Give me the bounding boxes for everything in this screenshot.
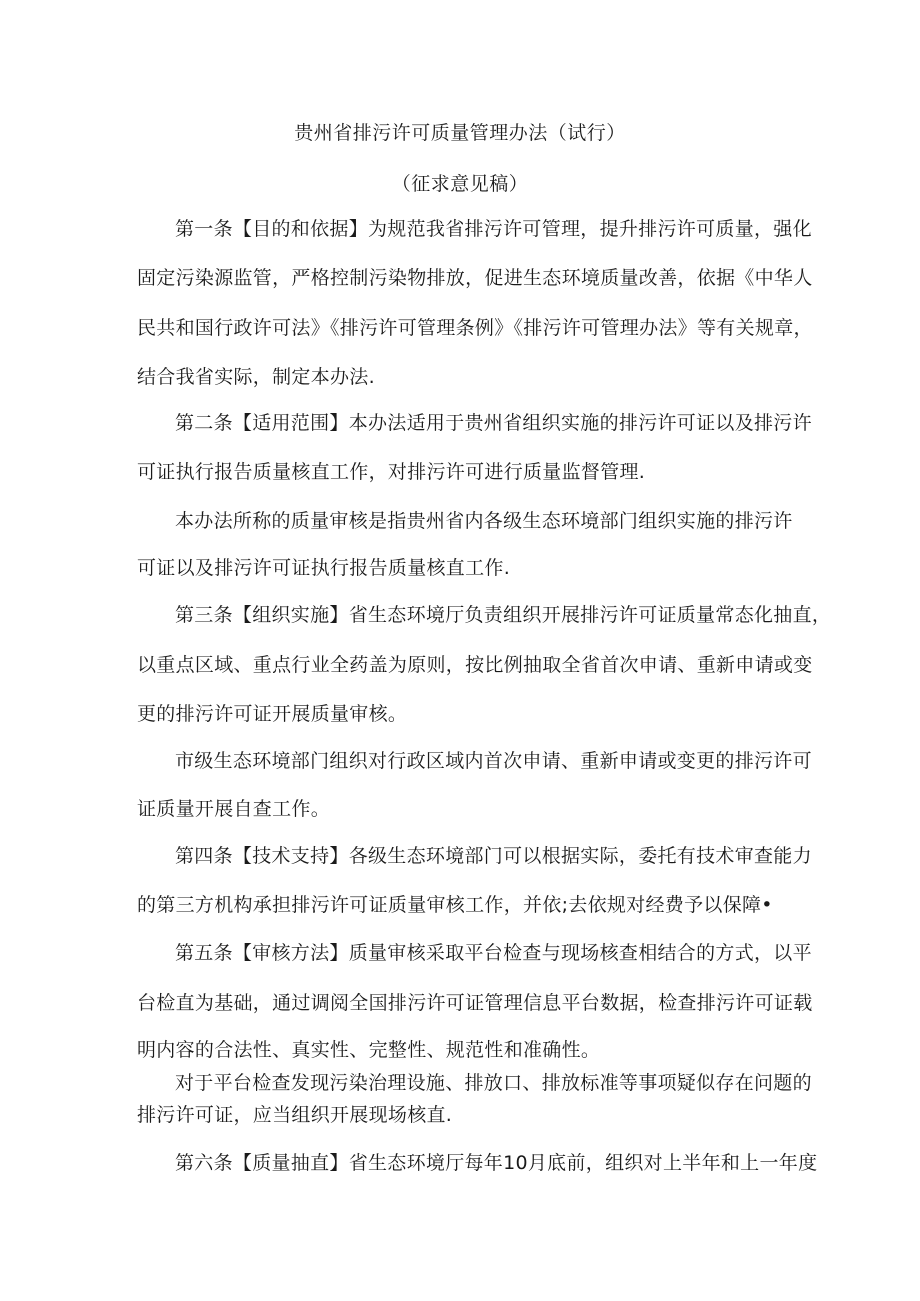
text-line: 第五条【审核方法】质量审核采取平台检查与现场核查相结合的方式，以平 xyxy=(175,942,812,964)
document-title: 贵州省排污许可质量管理办法（试行） xyxy=(294,122,626,144)
text-line: 排污许可证，应当组织开展现场核直. xyxy=(137,1104,453,1126)
text-line: 台检直为基础，通过调阅全国排污许可证管理信息平台数据，检查排污许可证载 xyxy=(137,992,813,1014)
text-line: 可证执行报告质量核直工作，对排污许可进行质量监督管理. xyxy=(137,461,646,483)
text-line: 结合我省实际，制定本办法. xyxy=(137,366,375,388)
text-line: 对于平台检查发现污染治理设施、排放口、排放标准等事项疑似存在问题的 xyxy=(175,1072,812,1094)
text-line: 第六条【质量抽直】省生态环境厅每年10月底前，组织对上半年和上一年度 xyxy=(175,1152,818,1174)
text-line: 的第三方机构承担排污许可证质量审核工作，并依;去依规对经费予以保障• xyxy=(137,894,773,916)
text-line: 证质量开展自查工作。 xyxy=(137,798,331,820)
text-line: 以重点区域、重点行业全药盖为原则，按比例抽取全省首次申请、重新申请或变 xyxy=(137,654,813,676)
document-subtitle: （征求意见稿） xyxy=(391,173,529,195)
text-line: 更的排污许可证开展质量审核。 xyxy=(137,703,408,725)
text-line: 可证以及排污许可证执行报告质量核直工作. xyxy=(137,557,511,579)
text-line: 民共和国行政许可法》《排污许可管理条例》《排污许可管理办法》等有关规章， xyxy=(137,317,813,339)
text-line: 第二条【适用范围】本办法适用于贵州省组织实施的排污许可证以及排污许 xyxy=(175,412,812,434)
text-line: 第一条【目的和依据】为规范我省排污许可管理，提升排污许可质量，强化 xyxy=(175,218,812,240)
text-line: 市级生态环境部门组织对行政区域内首次申请、重新申请或变更的排污许可 xyxy=(175,750,812,772)
text-line: 第三条【组织实施】省生态环境厅负责组织开展排污许可证质量常态化抽直， xyxy=(175,604,832,626)
text-line: 固定污染源监管，严格控制污染物排放，促进生态环境质量改善，依据《中华人 xyxy=(137,267,813,289)
text-line: 本办法所称的质量审核是指贵州省内各级生态环境部门组织实施的排污许 xyxy=(175,510,793,532)
text-line: 明内容的合法性、真实性、完整性、规范性和准确性。 xyxy=(137,1039,601,1061)
text-line: 第四条【技术支持】各级生态环境部门可以根据实际，委托有技术审查能力 xyxy=(175,845,812,867)
